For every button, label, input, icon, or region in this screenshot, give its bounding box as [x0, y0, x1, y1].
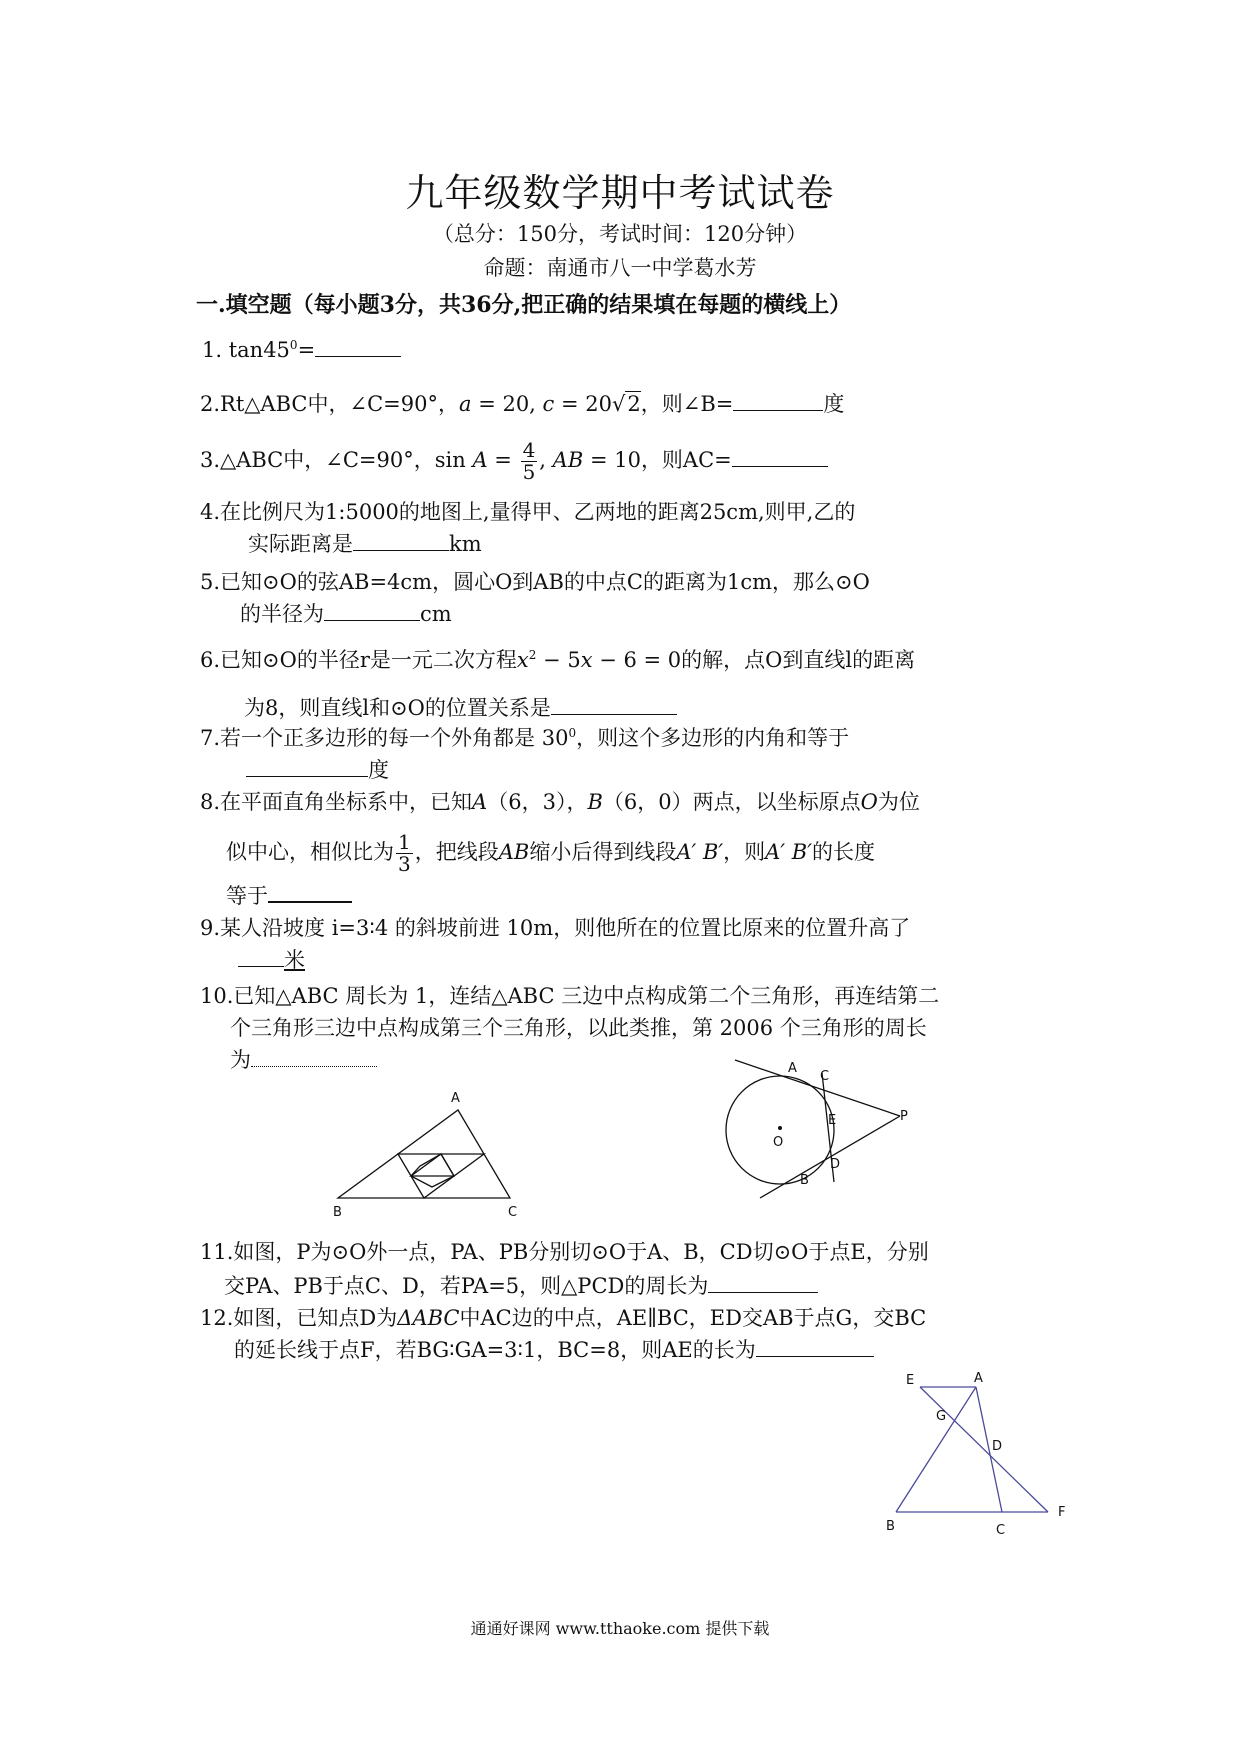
- question-1-text: 1. $\tan 45^0=$: [202, 338, 401, 362]
- question-8-line-1: 8.在平面直角坐标系中，已知A（6，3），B（6，0）两点，以坐标原点O为位: [200, 790, 920, 814]
- question-8-line-3: 等于: [226, 880, 352, 910]
- trap-label-f: F: [1058, 1505, 1066, 1520]
- trap-label-g: G: [936, 1409, 947, 1424]
- circle-label-c: C: [820, 1069, 830, 1084]
- question-12-line-1: 12.如图，已知点D为ΔABC中AC边的中点，AE∥BC，ED交AB于点G，交BC: [200, 1306, 927, 1330]
- page-title: 九年级数学期中考试试卷: [405, 171, 835, 215]
- question-5-line-2: 的半径为 cm: [240, 602, 452, 626]
- question-9-line-2: 米: [238, 944, 305, 974]
- circle-label-o: O: [773, 1135, 784, 1150]
- question-11-line-2: 交PA、PB于点C、D，若PA=5，则△PCD的周长为: [224, 1270, 818, 1300]
- trap-label-e: E: [906, 1373, 915, 1388]
- trap-label-b: B: [886, 1519, 895, 1534]
- exam-subtitle: （总分：150分，考试时间：120分钟）: [432, 222, 808, 246]
- question-11-line-1: 11.如图，P为⊙O外一点，PA、PB分别切⊙O于A、B，CD切⊙O于点E，分别: [200, 1240, 929, 1264]
- trap-label-d: D: [992, 1439, 1003, 1454]
- question-7-line-1: 7.若一个正多边形的每一个外角都是 $30^0$，则这个多边形的内角和等于: [200, 726, 850, 750]
- question-6-line-1: 6.已知⊙O的半径r是一元二次方程$x^2 - 5x - 6 = 0$的解，点O到直线l的距离: [200, 648, 916, 672]
- trap-label-a: A: [974, 1371, 983, 1386]
- question-10-line-3: 为: [230, 1044, 377, 1074]
- section-title: 一.填空题（每小题3分，共36分,把正确的结果填在每题的横线上）: [196, 292, 852, 318]
- circle-label-p: P: [900, 1109, 908, 1124]
- question-10-line-1: 10.已知△ABC 周长为 1，连结△ABC 三边中点构成第二个三角形，再连结第二: [200, 984, 940, 1008]
- circle-label-b: B: [800, 1173, 809, 1188]
- question-9-line-1: 9.某人沿坡度 i=3∶4 的斜坡前进 10m，则他所在的位置比原来的位置升高了: [200, 916, 911, 940]
- question-6-line-2: 为8，则直线l和⊙O的位置关系是: [244, 692, 677, 722]
- triangle-label-a: A: [451, 1091, 460, 1106]
- question-7-line-2: 度: [246, 754, 389, 784]
- question-3: 3.△ABC中，∠C=90°，sin A = $\frac{4}{5}$ , AB = 10，则AC=: [200, 440, 828, 483]
- segment-ef: [920, 1387, 1048, 1512]
- footer-text: 通通好课网 www.tthaoke.com 提供下载: [470, 1619, 770, 1638]
- circle-label-a: A: [788, 1061, 797, 1076]
- question-4-line-1: 4.在比例尺为1:5000的地图上,量得甲、乙两地的距离25cm,则甲,乙的: [200, 500, 856, 524]
- question-4-line-2: 实际距离是 km: [248, 532, 482, 556]
- triangle-label-c: C: [508, 1205, 518, 1220]
- question-10-line-2: 个三角形三边中点构成第三个三角形，以此类推，第 2006 个三角形的周长: [230, 1016, 927, 1040]
- triangle-label-b: B: [333, 1205, 342, 1220]
- segment-ab: [896, 1387, 976, 1512]
- question-2: 2.Rt△ABC中，∠C=90°，a = 20, c = 20√2，则∠B= 度: [200, 392, 845, 416]
- circle-label-e: E: [828, 1113, 837, 1128]
- question-8-line-2: 似中心，相似比为 $\frac{1}{3}$ ，把线段AB缩小后得到线段A′ B′，则A′ B′的长度: [226, 830, 875, 876]
- circle-label-d: D: [830, 1157, 841, 1172]
- question-5-line-1: 5.已知⊙O的弦AB=4cm，圆心O到AB的中点C的距离为1cm，那么⊙O: [200, 570, 870, 594]
- exam-author: 命题：南通市八一中学葛水芳: [483, 256, 757, 280]
- trap-label-c: C: [996, 1523, 1006, 1538]
- question-12-line-2: 的延长线于点F，若BG∶GA=3∶1，BC=8，则AE的长为: [234, 1334, 874, 1364]
